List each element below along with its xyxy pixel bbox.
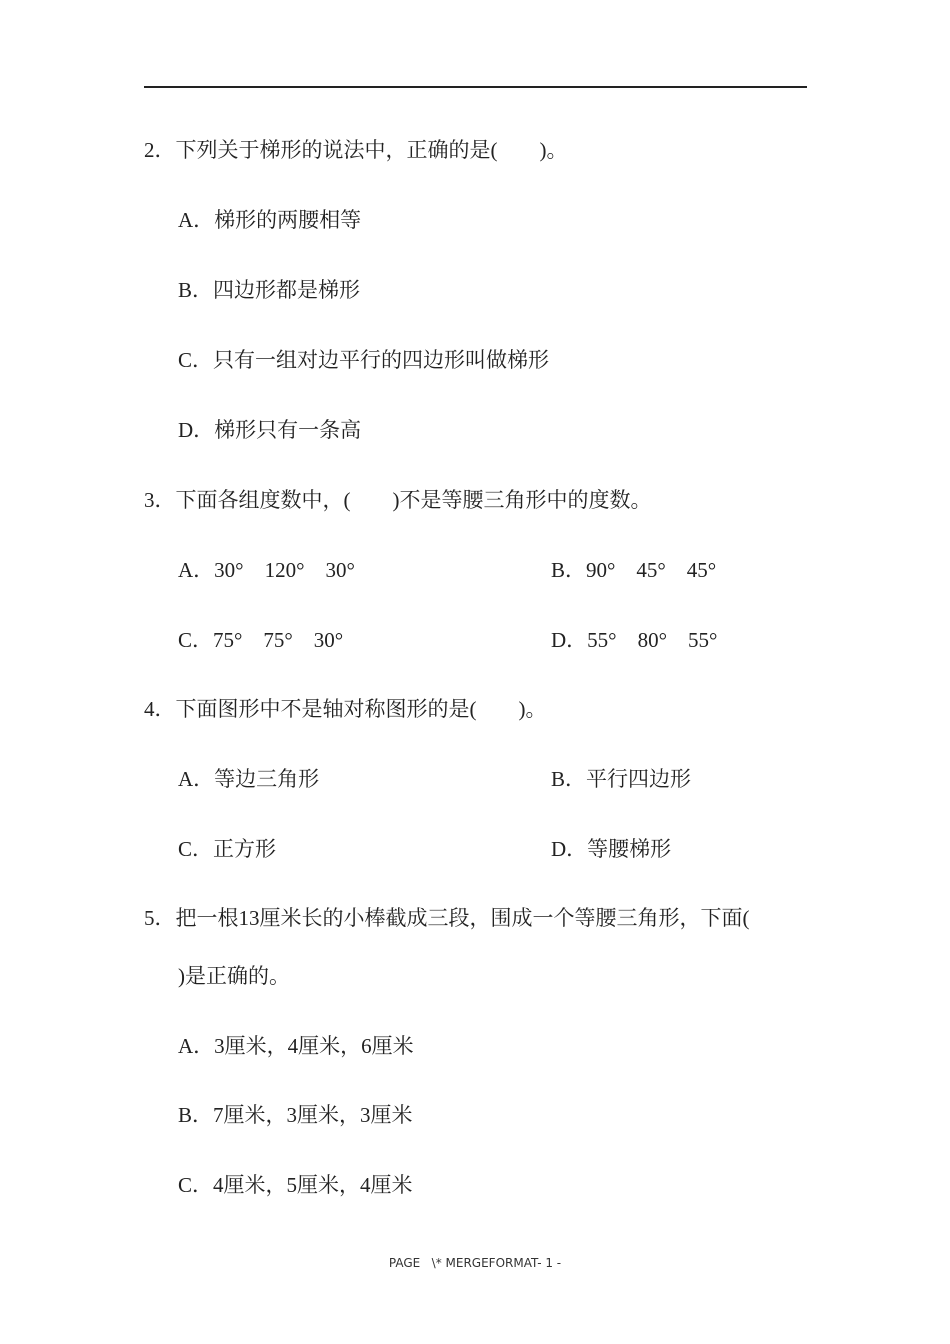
option-text: 平行四边形: [586, 767, 692, 791]
question-stem: 下列关于梯形的说法中，正确的是( )。: [175, 138, 568, 162]
option-label: C．: [178, 628, 214, 652]
option-a: [178, 205, 361, 235]
option-b: [178, 275, 360, 305]
option-label: A．: [178, 208, 215, 232]
option-a: [178, 764, 319, 794]
question-stem: 把一根13厘米长的小棒截成三段，围成一个等腰三角形，下面(: [175, 906, 750, 930]
question-stem-continued: )是正确的。: [178, 964, 290, 988]
header-rule: [144, 86, 807, 88]
option-a: [178, 555, 355, 585]
option-text: 55° 80° 55°: [587, 628, 718, 652]
option-c: [178, 625, 343, 655]
option-text: 四边形都是梯形: [213, 278, 361, 302]
option-text: 等腰梯形: [587, 837, 672, 861]
option-label: C．: [178, 1173, 214, 1197]
option-text: 梯形的两腰相等: [214, 208, 362, 232]
question-4: [144, 694, 547, 724]
option-a: [178, 1031, 414, 1061]
option-text: 3厘米，4厘米，6厘米: [214, 1034, 414, 1058]
option-label: A．: [178, 558, 215, 582]
option-label: D．: [551, 628, 588, 652]
option-label: D．: [178, 418, 215, 442]
option-text: 7厘米，3厘米，3厘米: [213, 1103, 413, 1127]
option-c: [178, 1170, 413, 1200]
option-label: B．: [551, 558, 587, 582]
page-footer: PAGE \* MERGEFORMAT- 1 -: [388, 1256, 562, 1270]
option-text: 4厘米，5厘米，4厘米: [213, 1173, 413, 1197]
option-text: 30° 120° 30°: [214, 558, 355, 582]
option-c: [178, 345, 549, 375]
option-label: B．: [178, 1103, 214, 1127]
question-2: [144, 135, 568, 165]
option-d: [551, 834, 671, 864]
option-label: D．: [551, 837, 588, 861]
option-text: 正方形: [213, 837, 277, 861]
option-text: 等边三角形: [214, 767, 320, 791]
option-label: A．: [178, 767, 215, 791]
option-b: [551, 555, 716, 585]
option-label: B．: [551, 767, 587, 791]
option-text: 只有一组对边平行的四边形叫做梯形: [213, 348, 550, 372]
question-number: 5．: [144, 906, 176, 930]
question-number: 4．: [144, 697, 176, 721]
question-5: [144, 903, 750, 933]
option-text: 梯形只有一条高: [214, 418, 362, 442]
option-text: 90° 45° 45°: [586, 558, 717, 582]
option-b: [551, 764, 691, 794]
option-text: 75° 75° 30°: [213, 628, 344, 652]
option-label: A．: [178, 1034, 215, 1058]
question-3: [144, 485, 651, 515]
question-stem: 下面各组度数中，( )不是等腰三角形中的度数。: [175, 488, 652, 512]
option-b: [178, 1100, 413, 1130]
option-c: [178, 834, 276, 864]
option-d: [551, 625, 717, 655]
option-label: C．: [178, 348, 214, 372]
option-label: B．: [178, 278, 214, 302]
question-stem: 下面图形中不是轴对称图形的是( )。: [175, 697, 547, 721]
question-number: 2．: [144, 138, 176, 162]
option-d: [178, 415, 361, 445]
option-label: C．: [178, 837, 214, 861]
question-number: 3．: [144, 488, 176, 512]
